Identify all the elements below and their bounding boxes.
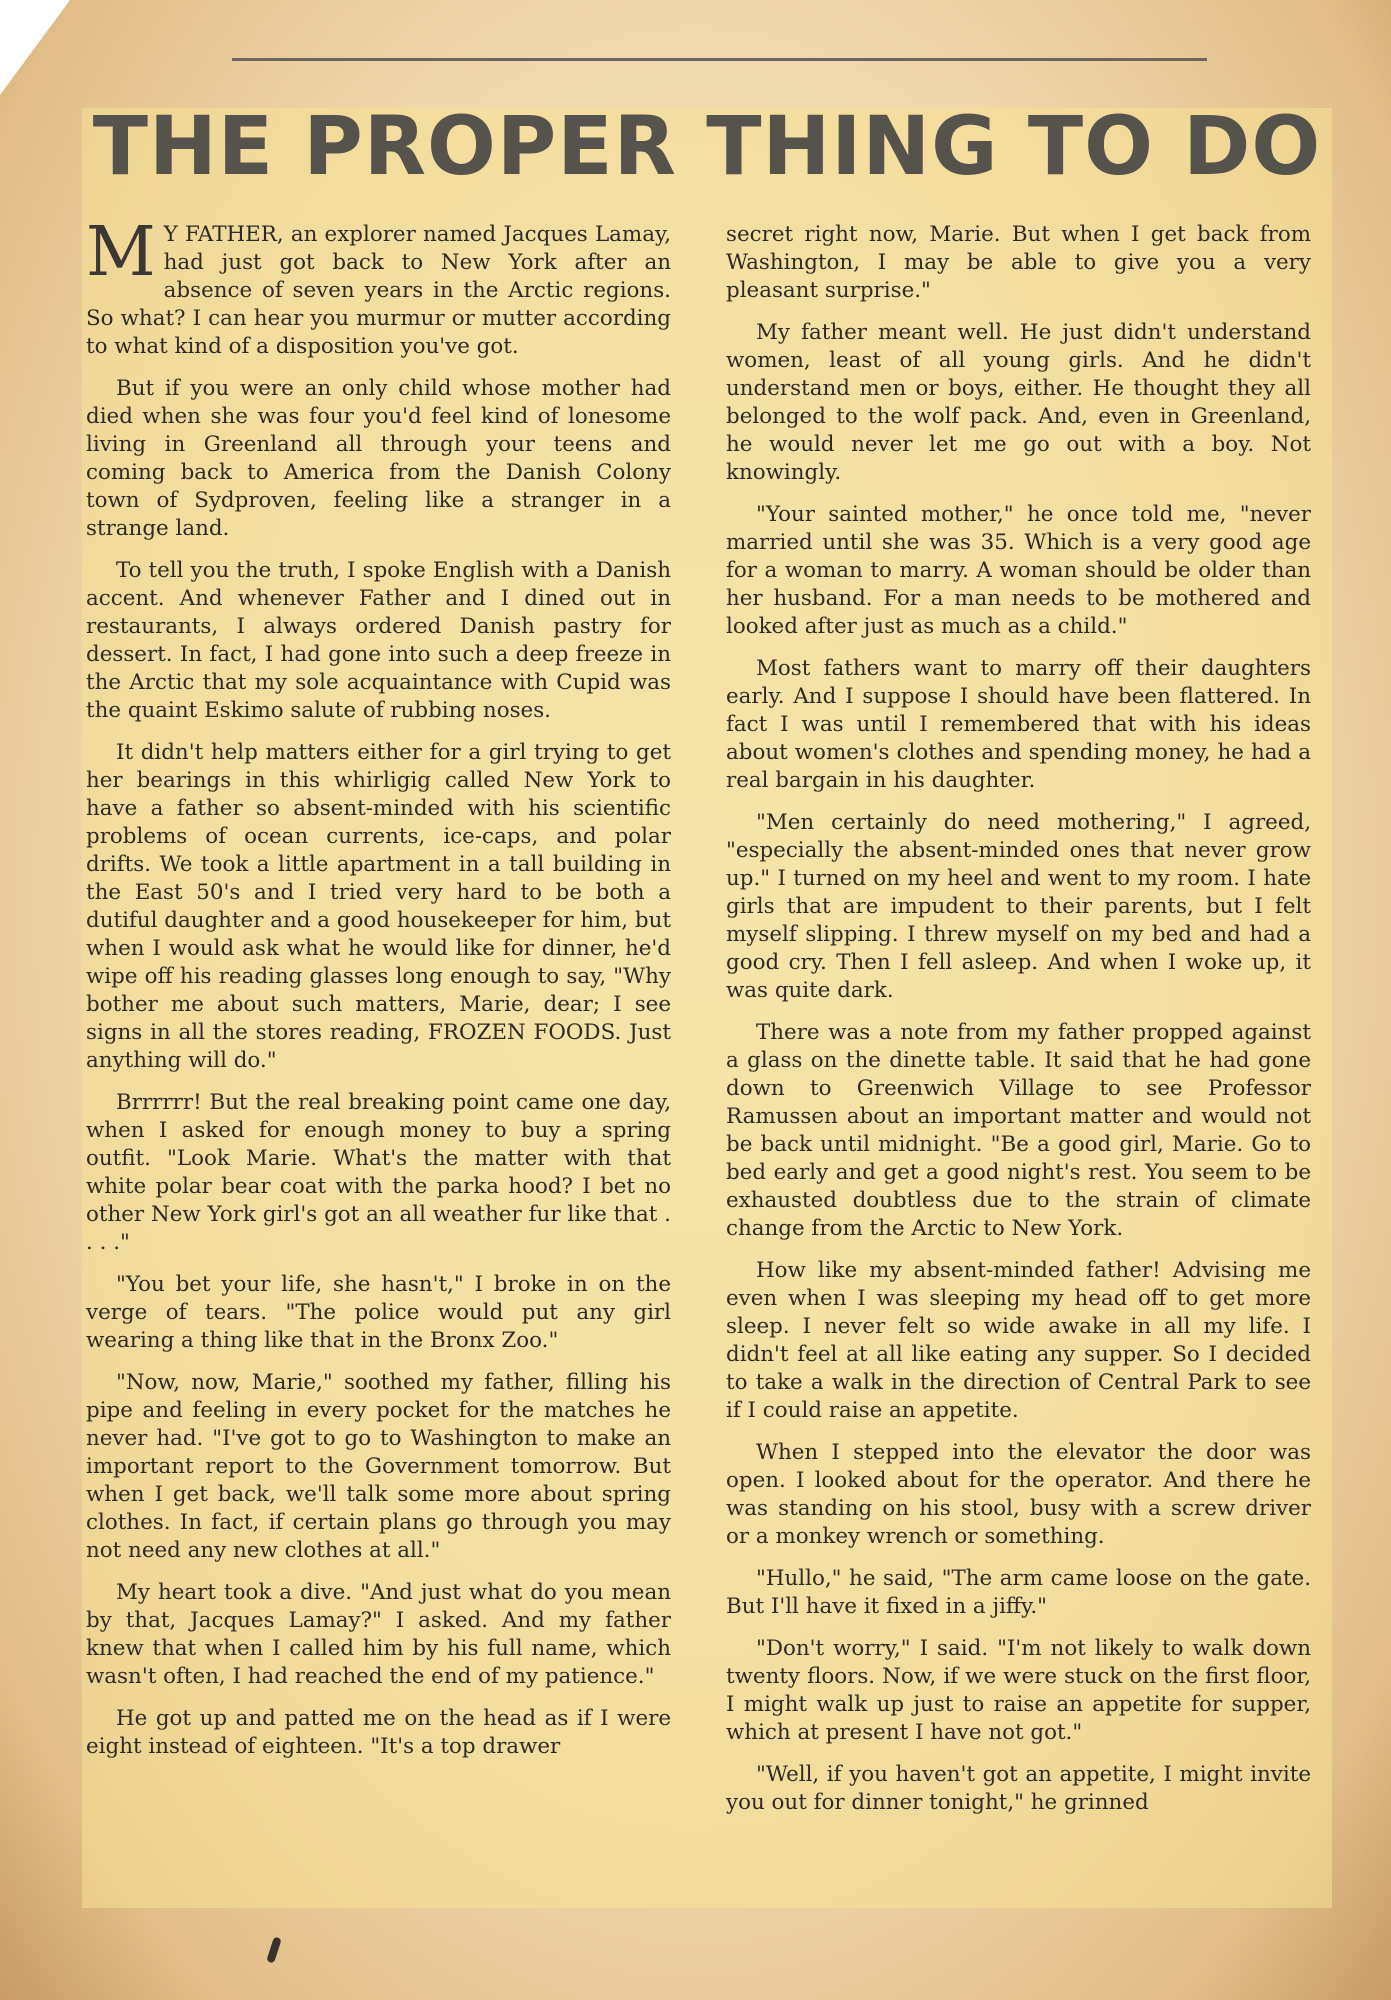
paragraph: secret right now, Marie. But when I get back from Washington, I may be able to give you a very pleasant surprise." xyxy=(726,222,1311,303)
right-column xyxy=(726,221,1311,1831)
article-title: THE PROPER THING TO DO xyxy=(92,100,1322,194)
paragraph: Most fathers want to marry off their daughters early. And I suppose I should have been flattered. In fact I was until I remembered that with his ideas about women's clothes and spending money, he had a real bargain in his daughter. xyxy=(726,656,1311,793)
paragraph xyxy=(86,213,671,361)
paragraph: He got up and patted me on the head as if I were eight instead of eighteen. "It's a top drawer xyxy=(86,1706,671,1759)
paragraph: "Don't worry," I said. "I'm not likely to walk down twenty floors. Now, if we were stuck on the first floor, I might walk up just to raise an appetite for supper, which at present I have not got." xyxy=(726,1636,1311,1745)
paragraph-text: Y FATHER, an explorer named Jacques Lamay, had just got back to New York after an absence of seven years in the Arctic regions. So what? I can hear you murmur or mutter according to what kind of a disposition you've got. xyxy=(86,222,671,359)
paragraph: It didn't help matters either for a girl trying to get her bearings in this whirligig called New York to have a father so absent-minded with his scientific problems of ocean currents, ice-caps, and polar drifts. We took a little apartment in a tall building in the East 50's and I tried very hard to be both a dutiful daughter and a good housekeeper for him, but when I would ask what he would like for dinner, he'd wipe off his reading glasses long enough to say, "Why bother me about such matters, Marie, dear; I see signs in all the stores reading, FROZEN FOODS. Just anything will do." xyxy=(86,740,671,1073)
paragraph: My father meant well. He just didn't understand women, least of all young girls. And he didn't understand men or boys, either. He thought they all belonged to the wolf pack. And, even in Greenland, he would never let me go out with a boy. Not knowingly. xyxy=(726,320,1311,485)
paragraph: "Hullo," he said, "The arm came loose on the gate. But I'll have it fixed in a jiffy." xyxy=(726,1566,1311,1619)
torn-corner xyxy=(0,0,70,95)
paragraph: "Your sainted mother," he once told me, "never married until she was 35. Which is a very good age for a woman to marry. A woman should be older than her husband. For a man needs to be mothered and looked after just as much as a child." xyxy=(726,502,1311,639)
paragraph: There was a note from my father propped against a glass on the dinette table. It said that he had gone down to Greenwich Village to see Professor Ramussen about an important matter and would not be back until midnight. "Be a good girl, Marie. Go to bed early and get a good night's rest. You seem to be exhausted doubtless due to the strain of climate change from the Arctic to New York. xyxy=(726,1020,1311,1241)
paragraph: How like my absent-minded father! Advising me even when I was sleeping my head off to get more sleep. I never felt so wide awake in all my life. I didn't feel at all like eating any supper. So I decided to take a walk in the direction of Central Park to see if I could raise an appetite. xyxy=(726,1258,1311,1423)
paragraph: "Men certainly do need mothering," I agreed, "especially the absent-minded ones that never grow up." I turned on my heel and went to my room. I hate girls that are impudent to their parents, but I felt myself slipping. I threw myself on my bed and had a good cry. Then I fell asleep. And when I woke up, it was quite dark. xyxy=(726,810,1311,1003)
left-column xyxy=(86,213,671,1775)
paragraph: "Well, if you haven't got an appetite, I might invite you out for dinner tonight," he grinned xyxy=(726,1762,1311,1815)
top-rule xyxy=(232,58,1207,61)
paragraph: My heart took a dive. "And just what do you mean by that, Jacques Lamay?" I asked. And my father knew that when I called him by his full name, which wasn't often, I had reached the end of my patience." xyxy=(86,1580,671,1689)
paragraph: "You bet your life, she hasn't," I broke in on the verge of tears. "The police would put any girl wearing a thing like that in the Bronx Zoo." xyxy=(86,1272,671,1353)
paragraph: When I stepped into the elevator the door was open. I looked about for the operator. And there he was standing on his stool, busy with a screw driver or a monkey wrench or something. xyxy=(726,1440,1311,1549)
paragraph: To tell you the truth, I spoke English with a Danish accent. And whenever Father and I dined out in restaurants, I always ordered Danish pastry for dessert. In fact, I had gone into such a deep freeze in the Arctic that my sole acquaintance with Cupid was the quaint Eskimo salute of rubbing noses. xyxy=(86,558,671,723)
paragraph: Brrrrrr! But the real breaking point came one day, when I asked for enough money to buy a spring outfit. "Look Marie. What's the matter with that white polar bear coat with the parka hood? I bet no other New York girl's got an all weather fur like that . . . ." xyxy=(86,1090,671,1255)
drop-cap: M xyxy=(86,213,156,292)
paragraph: But if you were an only child whose mother had died when she was four you'd feel kind of lonesome living in Greenland all through your teens and coming back to America from the Danish Colony town of Sydproven, feeling like a stranger in a strange land. xyxy=(86,376,671,541)
ink-mark xyxy=(266,1936,282,1963)
paragraph: "Now, now, Marie," soothed my father, filling his pipe and feeling in every pocket for the matches he never had. "I've got to go to Washington to make an important report to the Government tomorrow. But when I get back, we'll talk some more about spring clothes. In fact, if certain plans go through you may not need any new clothes at all." xyxy=(86,1370,671,1563)
